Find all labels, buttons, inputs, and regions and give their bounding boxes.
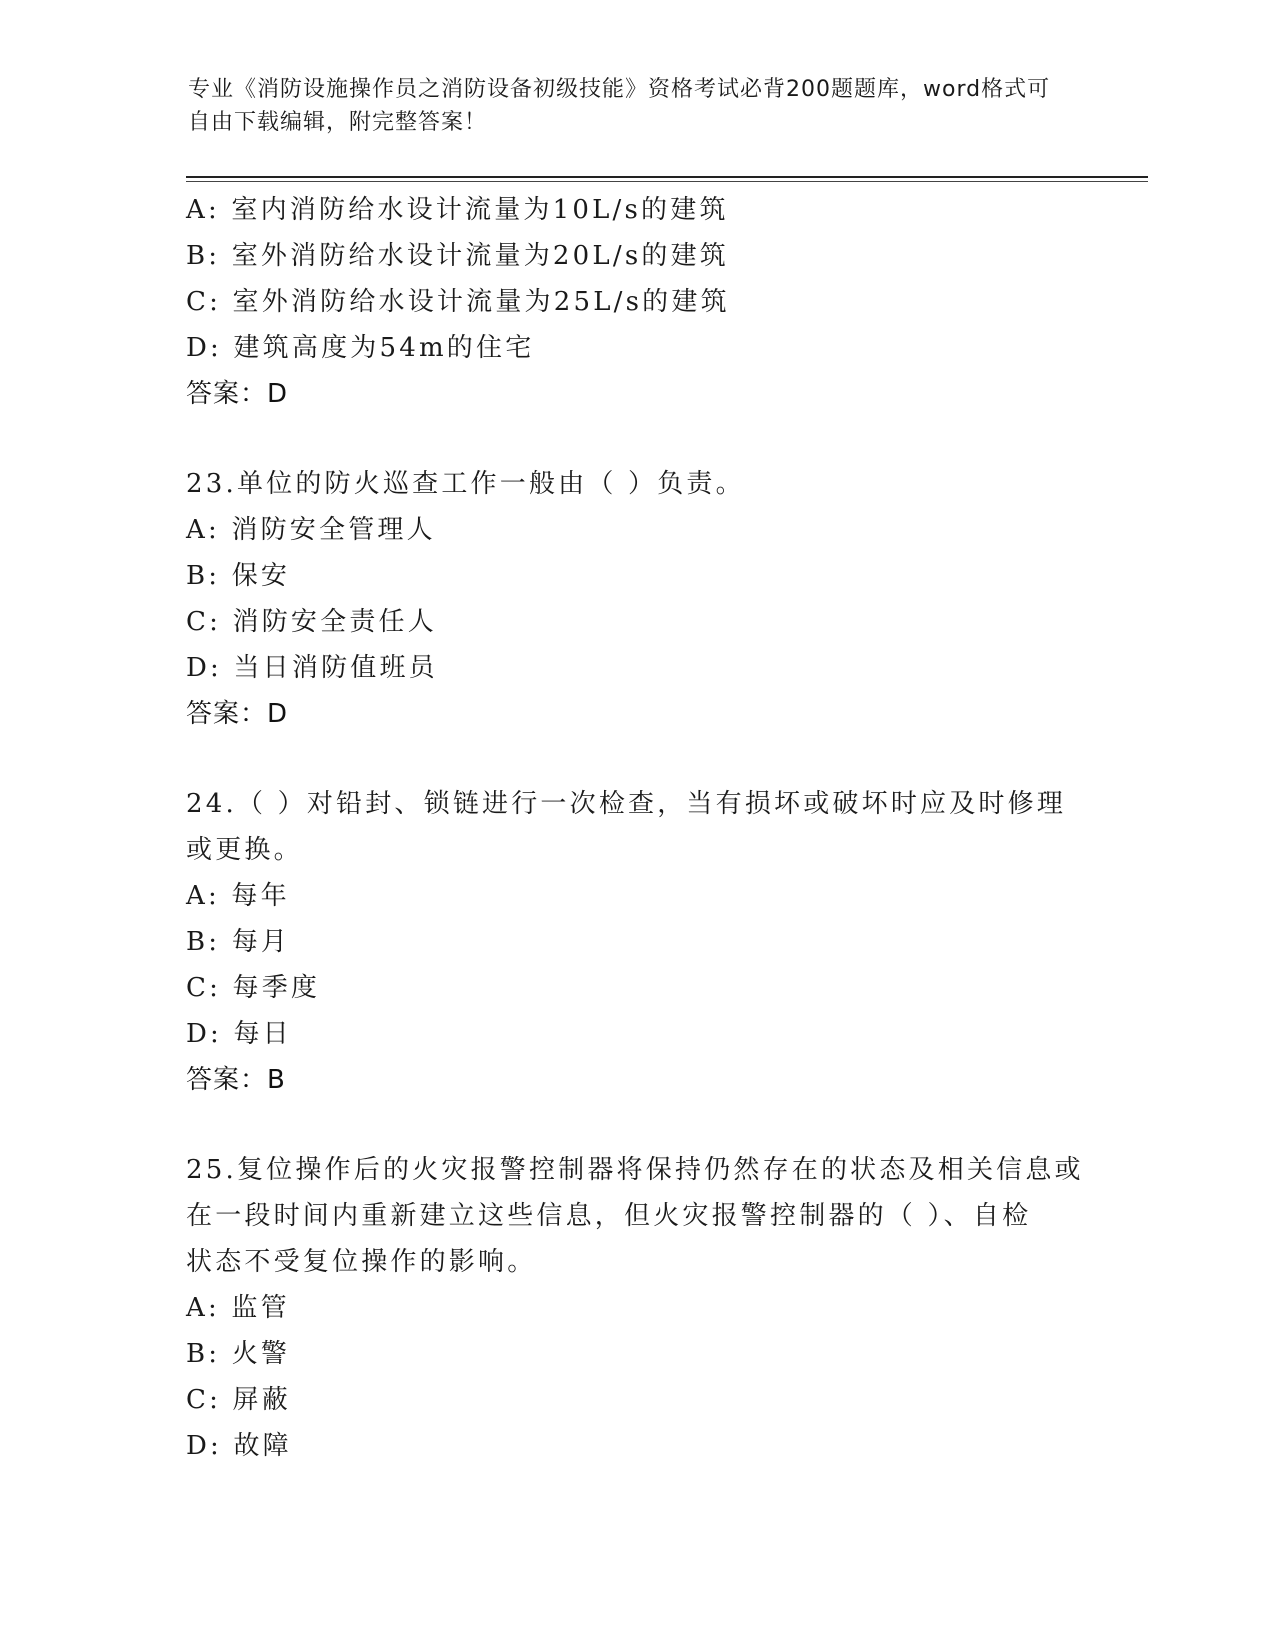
spacer <box>186 1103 1086 1147</box>
answer-line: 答案：B <box>186 1065 286 1095</box>
question-24 <box>186 781 1086 1103</box>
question-stem-line-1: 24.（ ）对铅封、锁链进行一次检查，当有损坏或破坏时应及时修理 <box>186 789 1067 819</box>
question-stem: 23.单位的防火巡查工作一般由（ ）负责。 <box>186 469 745 499</box>
option-b: B: 保安 <box>186 561 291 591</box>
answer-line: 答案：D <box>186 699 289 729</box>
option-b: B: 火警 <box>186 1339 291 1369</box>
question-stem-line-1: 25.复位操作后的火灾报警控制器将保持仍然存在的状态及相关信息或 <box>186 1155 1084 1185</box>
question-content <box>186 187 1086 1469</box>
header-divider-thin <box>186 181 1148 182</box>
option-c: C: 每季度 <box>186 973 321 1003</box>
option-a: A: 室内消防给水设计流量为10L/s的建筑 <box>186 195 729 225</box>
question-stem-line-2: 在一段时间内重新建立这些信息，但火灾报警控制器的（ ）、自检 <box>186 1201 1032 1231</box>
continued-question <box>186 187 1086 417</box>
option-d: D: 当日消防值班员 <box>186 653 438 683</box>
option-c: C: 消防安全责任人 <box>186 607 437 637</box>
option-d: D: 故障 <box>186 1431 292 1461</box>
option-a: A: 每年 <box>186 881 290 911</box>
option-b: B: 每月 <box>186 927 291 957</box>
option-d: D: 建筑高度为54m的住宅 <box>186 333 535 363</box>
document-header: 专业《消防设施操作员之消防设备初级技能》资格考试必背200题题库，word格式可自由下载编辑，附完整答案！ <box>188 77 1051 135</box>
question-stem-line-3: 状态不受复位操作的影响。 <box>186 1247 537 1277</box>
answer-line: 答案：D <box>186 379 289 409</box>
option-c: C: 室外消防给水设计流量为25L/s的建筑 <box>186 287 730 317</box>
spacer <box>186 417 1086 461</box>
option-c: C: 屏蔽 <box>186 1385 291 1415</box>
question-23 <box>186 461 1086 737</box>
option-a: A: 消防安全管理人 <box>186 515 436 545</box>
spacer <box>186 737 1086 781</box>
question-25 <box>186 1147 1086 1469</box>
option-a: A: 监管 <box>186 1293 290 1323</box>
question-stem-line-2: 或更换。 <box>186 835 303 865</box>
header-divider-thick <box>186 176 1148 178</box>
option-d: D: 每日 <box>186 1019 292 1049</box>
option-b: B: 室外消防给水设计流量为20L/s的建筑 <box>186 241 729 271</box>
